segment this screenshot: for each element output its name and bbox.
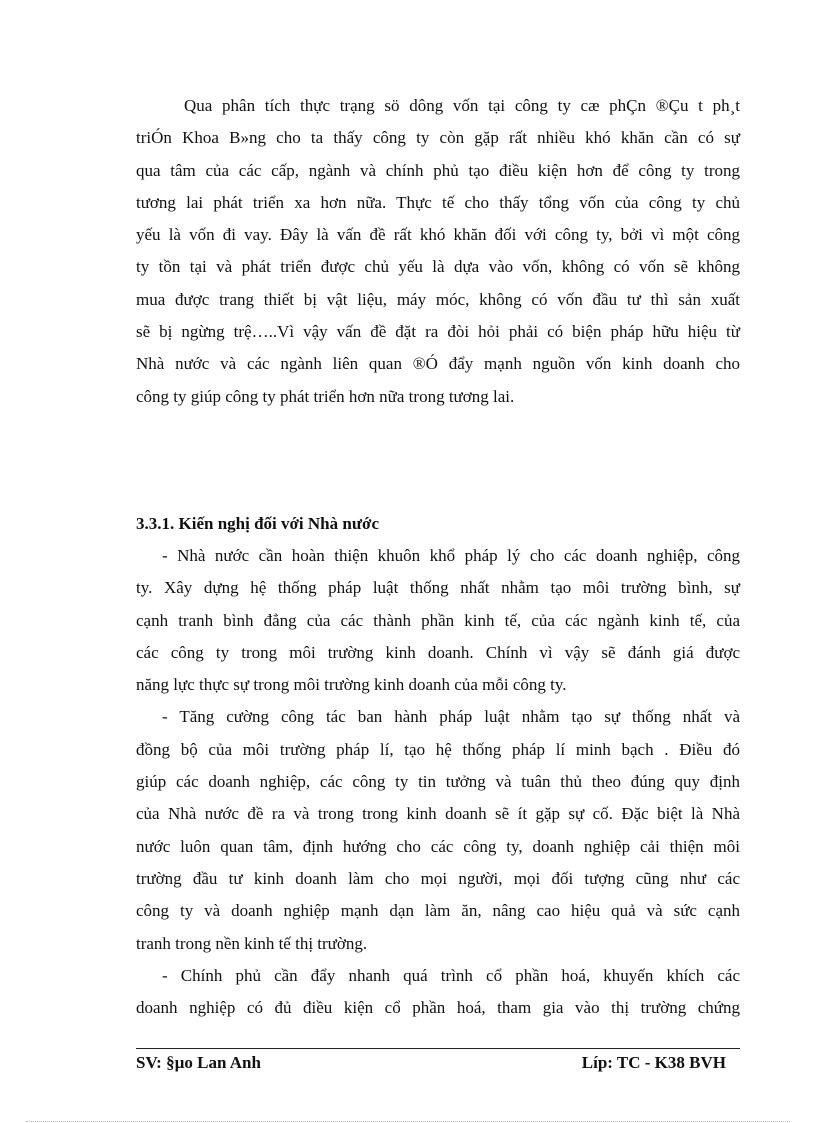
recommendations-body <box>136 540 740 1024</box>
text-line: công ty giúp công ty phát triển hơn nữa trong tương lai. <box>136 386 515 406</box>
text-line: nước luôn quan tâm, định hướng cho các công ty, doanh nghiệp cải thiện môi <box>136 836 740 856</box>
text-line: các công ty trong môi trường kinh doanh. Chính vì vậy sẽ đánh giá được <box>136 642 740 662</box>
text-line: sẽ bị ngừng trệ…..Vì vậy vấn đề đặt ra đòi hỏi phải có biện pháp hữu hiệu từ <box>136 322 740 342</box>
text-line: doanh nghiệp có đủ điều kiện cổ phần hoá, tham gia vào thị trường chứng <box>136 998 740 1018</box>
text-line: mua được trang thiết bị vật liệu, máy móc, không có vốn đầu tư thì sản xuất <box>136 289 740 309</box>
text-line: qua tâm của các cấp, ngành và chính phủ tạo điều kiện hơn để công ty trong <box>136 160 740 180</box>
text-line: Nhà nước và các ngành liên quan ®Ó đẩy mạnh nguồn vốn kinh doanh cho <box>136 354 740 374</box>
text-line: của Nhà nước đề ra và trong trong kinh doanh sẽ ít gặp sự cố. Đặc biệt là Nhà <box>136 804 740 824</box>
text-line: công ty và doanh nghiệp mạnh dạn làm ăn, nâng cao hiệu quả và sức cạnh <box>136 901 740 921</box>
text-line: tương lai phát triển xa hơn nữa. Thực tế cho thấy tổng vốn của công ty chủ <box>136 192 740 212</box>
text-line: ty tồn tại và phát triển được chủ yếu là dựa vào vốn, không có vốn sẽ không <box>136 257 740 277</box>
text-line: cạnh tranh bình đẳng của các thành phần kinh tế, của các ngành kinh tế, của <box>136 610 740 630</box>
text-line: giúp các doanh nghiệp, các công ty tin tưởng và tuân thủ theo đúng quy định <box>136 772 740 792</box>
text-line: - Nhà nước cần hoàn thiện khuôn khổ pháp lý cho các doanh nghiệp, công <box>162 546 740 565</box>
text-line: tranh trong nền kinh tế thị trường. <box>136 933 368 953</box>
page-edge-divider <box>26 1121 790 1122</box>
text-line: trường đầu tư kinh doanh làm cho mọi người, mọi đối tượng cũng như các <box>136 868 740 888</box>
text-line: - Tăng cường công tác ban hành pháp luật nhằm tạo sự thống nhất và <box>162 707 740 727</box>
text-line: Qua phân tích thực trạng sö dông vốn tại công ty cæ phÇn ®Çu t ph¸t <box>184 96 740 115</box>
footer-divider <box>136 1048 740 1049</box>
text-line: yếu là vốn đi vay. Đây là vấn đề rất khó khăn đối với công ty, bởi vì một công <box>136 225 740 245</box>
text-line: triÓn Khoa B»ng cho ta thấy công ty còn gặp rất nhiều khó khăn cần có sự <box>136 128 740 148</box>
intro-paragraph <box>136 90 740 413</box>
text-line: đồng bộ của môi trường pháp lí, tạo hệ thống pháp lí minh bạch . Điều đó <box>136 739 740 759</box>
footer-class-code: Líp: TC - K38 BVH <box>581 1053 726 1072</box>
text-line: ty. Xây dựng hệ thống pháp luật thống nhất nhằm tạo môi trường bình, sự <box>136 578 740 598</box>
text-line: năng lực thực sự trong môi trường kinh doanh của mỗi công ty. <box>136 675 567 695</box>
footer-student-name: SV: §µo Lan Anh <box>136 1053 261 1072</box>
section-heading: 3.3.1. Kiến nghị đối với Nhà nước <box>136 514 379 533</box>
text-line: - Chính phủ cần đẩy nhanh quá trình cổ phần hoá, khuyến khích các <box>162 965 740 985</box>
